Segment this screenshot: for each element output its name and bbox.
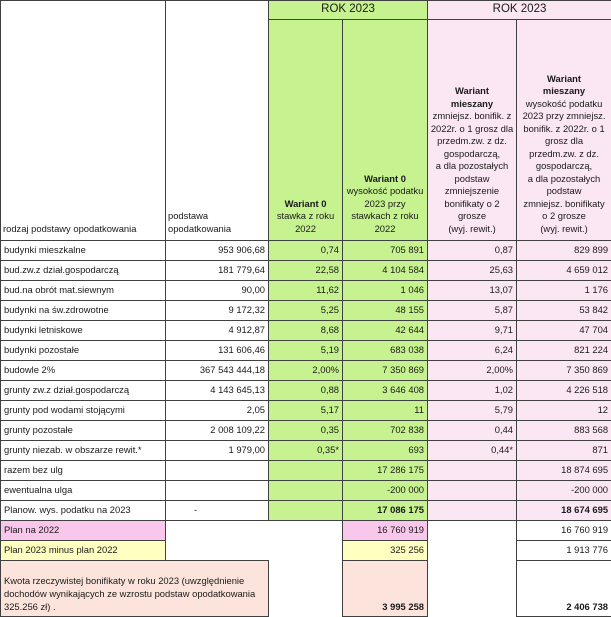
column-header-wm-amount: Wariant mieszany wysokość podatku 2023 przy zmniejsz. bonifik. z 2022r. o 1 grosz dla przedm.zw. z dz. gospodarczą, a dla pozostałych podstaw zmniejsz. bonifikaty o 2 grosze (wyj. rewit.) (517, 20, 611, 241)
cell-empty (269, 541, 343, 561)
column-header-base: podstawa opodatkowania (166, 20, 269, 241)
plan-2022-w0: 16 760 919 (343, 521, 428, 541)
tax-base: 4 912,87 (166, 321, 269, 341)
wm-amount: 871 (517, 441, 611, 461)
w0-amount: 11 (343, 401, 428, 421)
w0-amount: 42 644 (343, 321, 428, 341)
cell-empty (428, 461, 517, 481)
cell-empty (269, 561, 343, 617)
w0-rate: 0,74 (269, 241, 343, 261)
wm-rate: 6,24 (428, 341, 517, 361)
row-label: budynki letniskowe (1, 321, 166, 341)
cell-empty (166, 461, 269, 481)
cell-empty (428, 561, 517, 617)
row-label: bud.zw.z dział.gospodarczą (1, 261, 166, 281)
row-label: budynki mieszkalne (1, 241, 166, 261)
wm-rate: 13,07 (428, 281, 517, 301)
table-row (1, 401, 611, 421)
wm-amount: 53 842 (517, 301, 611, 321)
table-row (1, 281, 611, 301)
w0-amount: 3 646 408 (343, 381, 428, 401)
wm-rate: 1,02 (428, 381, 517, 401)
plan-diff-wm: 1 913 776 (517, 541, 611, 561)
w0-rate: 0,35* (269, 441, 343, 461)
w0-rate: 11,62 (269, 281, 343, 301)
row-label-relief: ewentualna ulga (1, 481, 166, 501)
relief-w0: -200 000 (343, 481, 428, 501)
tax-base: 367 543 444,18 (166, 361, 269, 381)
tax-base: 181 779,64 (166, 261, 269, 281)
header-empty-2 (166, 1, 269, 20)
cell-empty (269, 481, 343, 501)
wm-amount: 7 350 869 (517, 361, 611, 381)
cell-empty (269, 521, 343, 541)
wm-amount: 4 659 012 (517, 261, 611, 281)
row-label-planned: Planow. wys. podatku na 2023 (1, 501, 166, 521)
wm-amount: 4 226 518 (517, 381, 611, 401)
w0-rate: 0,88 (269, 381, 343, 401)
tax-base: 1 979,00 (166, 441, 269, 461)
total-w0: 17 286 175 (343, 461, 428, 481)
plan-diff-w0: 325 256 (343, 541, 428, 561)
w0-amount: 48 155 (343, 301, 428, 321)
table-row (1, 301, 611, 321)
row-label: bud.na obrót mat.siewnym (1, 281, 166, 301)
wm-amount: 1 176 (517, 281, 611, 301)
wm-amount: 883 568 (517, 421, 611, 441)
w0-rate: 5,19 (269, 341, 343, 361)
year-header-green: ROK 2023 (269, 1, 428, 20)
cell-empty (428, 501, 517, 521)
wm-amount: 12 (517, 401, 611, 421)
tax-base: 90,00 (166, 281, 269, 301)
column-header-w0-amount: Wariant 0 wysokość podatku 2023 przy stawkach z roku 2022 (343, 20, 428, 241)
table-row (1, 341, 611, 361)
row-label: budowle 2% (1, 361, 166, 381)
planned-w0: 17 086 175 (343, 501, 428, 521)
wm-rate: 2,00% (428, 361, 517, 381)
row-label-actual-relief: Kwota rzeczywistej bonifikaty w roku 2023 (uwzględnienie dochodów wynikających ze wzrostu podstaw opodatkowania 325.256 zł) . (1, 561, 269, 617)
w0-rate: 0,35 (269, 421, 343, 441)
w0-rate: 5,17 (269, 401, 343, 421)
wm-rate: 5,87 (428, 301, 517, 321)
tax-base: 953 906,68 (166, 241, 269, 261)
row-label: budynki na św.zdrowotne (1, 301, 166, 321)
row-label: grunty pod wodami stojącymi (1, 401, 166, 421)
row-label: grunty pozostałe (1, 421, 166, 441)
table-row (1, 321, 611, 341)
wm-amount: 829 899 (517, 241, 611, 261)
table-row (1, 261, 611, 281)
w0-rate: 2,00% (269, 361, 343, 381)
wm-rate: 0,87 (428, 241, 517, 261)
table-row (1, 441, 611, 461)
actual-relief-w0: 3 995 258 (343, 561, 428, 617)
tax-base: 131 606,46 (166, 341, 269, 361)
row-label-plan-2022: Plan na 2022 (1, 521, 166, 541)
w0-amount: 705 891 (343, 241, 428, 261)
column-header-wm-rate: Wariant mieszany zmniejsz. bonifik. z 2022r. o 1 grosz dla przedm.zw. z dz. gospodarczą, a dla pozostałych podstaw zmniejszenie bonifikaty o 2 grosze (wyj. rewit.) (428, 20, 517, 241)
table-row (1, 421, 611, 441)
w0-amount: 683 038 (343, 341, 428, 361)
cell-empty (166, 521, 269, 541)
wm-rate: 0,44* (428, 441, 517, 461)
row-label: grunty zw.z dział.gospodarczą (1, 381, 166, 401)
cell-empty (166, 541, 269, 561)
table-row (1, 241, 611, 261)
total-wm: 18 874 695 (517, 461, 611, 481)
header-empty-1 (1, 1, 166, 20)
row-label: grunty niezab. w obszarze rewit.* (1, 441, 166, 461)
table-row (1, 361, 611, 381)
w0-amount: 7 350 869 (343, 361, 428, 381)
tax-base: 2 008 109,22 (166, 421, 269, 441)
w0-rate: 5,25 (269, 301, 343, 321)
wm-rate: 5,79 (428, 401, 517, 421)
wm-amount: 47 704 (517, 321, 611, 341)
row-label-plan-diff: Plan 2023 minus plan 2022 (1, 541, 166, 561)
year-header-pink: ROK 2023 (428, 1, 611, 20)
wm-rate: 25,63 (428, 261, 517, 281)
cell-empty (428, 541, 517, 561)
relief-wm: -200 000 (517, 481, 611, 501)
column-header-w0-rate: Wariant 0 stawka z roku 2022 (269, 20, 343, 241)
row-label: budynki pozostałe (1, 341, 166, 361)
cell-empty (269, 501, 343, 521)
cell-empty (428, 521, 517, 541)
actual-relief-wm: 2 406 738 (517, 561, 611, 617)
wm-rate: 0,44 (428, 421, 517, 441)
row-label-total: razem bez ulg (1, 461, 166, 481)
w0-amount: 702 838 (343, 421, 428, 441)
w0-rate: 22,58 (269, 261, 343, 281)
cell-empty (428, 481, 517, 501)
w0-amount: 4 104 584 (343, 261, 428, 281)
w0-amount: 693 (343, 441, 428, 461)
tax-base: 2,05 (166, 401, 269, 421)
column-header-type: rodzaj podstawy opodatkowania (1, 20, 166, 241)
plan-2022-wm: 16 760 919 (517, 521, 611, 541)
tax-base: 9 172,32 (166, 301, 269, 321)
wm-amount: 821 224 (517, 341, 611, 361)
planned-base: - (166, 501, 269, 521)
w0-amount: 1 046 (343, 281, 428, 301)
planned-wm: 18 674 695 (517, 501, 611, 521)
tax-base: 4 143 645,13 (166, 381, 269, 401)
wm-rate: 9,71 (428, 321, 517, 341)
cell-empty (166, 481, 269, 501)
cell-empty (269, 461, 343, 481)
table-row (1, 381, 611, 401)
w0-rate: 8,68 (269, 321, 343, 341)
